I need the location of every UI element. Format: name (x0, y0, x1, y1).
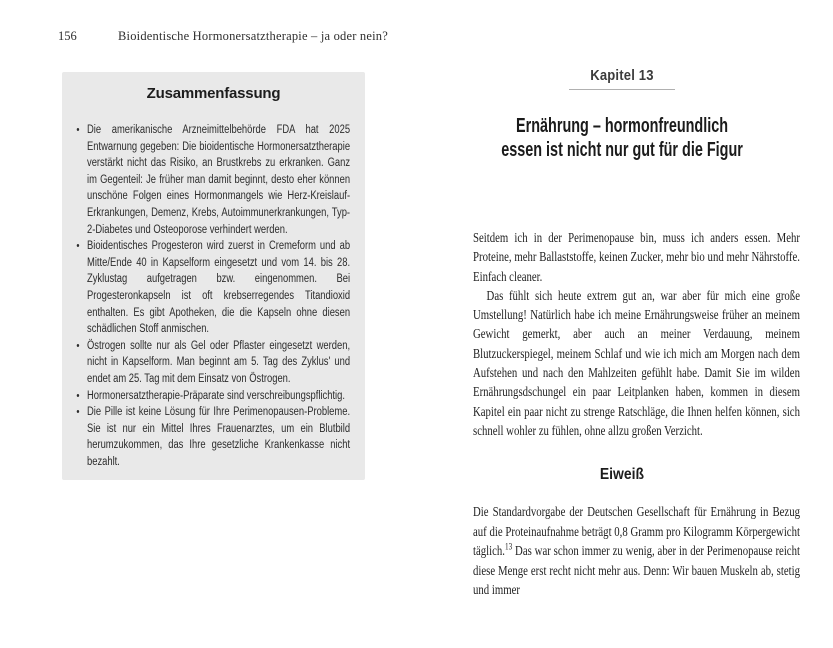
chapter-title-line-1: Ernährung – hormonfreundlich (516, 115, 729, 137)
chapter-intro-text (473, 228, 800, 440)
footnote-reference: 13 (504, 541, 513, 552)
running-head: Bioidentische Hormonersatztherapie – ja oder nein? (118, 29, 388, 43)
paragraph-text-after-footnote: Das war schon immer zu wenig, aber in der Perimenopause reicht diese Menge erst recht nicht mehr aus. Denn: Wir bauen Muskeln ab, stetig und immer (473, 543, 800, 597)
chapter-kicker-rule (569, 89, 675, 90)
summary-bullet: • Die Pille ist keine Lösung für Ihre Perimenopausen-Probleme. Sie ist nur ein Mittel Ihres Frauenarztes, um ein Blutbild herumzukommen, das Ihre gesetzliche Krankenkasse nicht bezahlt. (87, 404, 350, 470)
summary-bullet: • Bioidentisches Progesteron wird zuerst in Cremeform und ab Mitte/Ende 40 in Kapselform eingesetzt und vom 14. bis 28. Zyklustag aufgetragen bzw. eingenommen. Bei Progesteronkapseln ist oft krebserregendes Titandioxid enthalten. Es gibt Apotheken, die die Kapseln ohne diesen schädlichen Stoff anmischen. (87, 238, 350, 338)
paragraph: Das fühlt sich heute extrem gut an, war aber für mich eine große Umstellung! Natürlich habe ich meine Ernährungsweise früher an meinem Gewicht gemerkt, aber auch an meiner Verdauung, meinem Blutzuckerspiegel, meinem Schlaf und wie ich mich am Morgen nach dem Aufstehen und nach den Mahlzeiten gefühlt habe. Damit Sie im wilden Ernährungsdschungel ein paar Leitplanken haben, kommen in diesem Kapitel ein paar nicht zu strenge Ratschläge, die Ihnen helfen können, sich schnell wohler zu fühlen, ohne allzu großen Verzicht. (473, 287, 800, 438)
summary-box (62, 72, 365, 480)
summary-bullet: • Die amerikanische Arzneimittelbehörde FDA hat 2025 Entwarnung gegeben: Die bioidentische Hormonersatztherapie verstärkt nicht das Risiko, an Brustkrebs zu erkranken. Ganz im Gegenteil: Je früher man damit beginnt, desto eher können unschöne Folgen eines Hormonmangels wie Herz-Kreislauf-Erkrankungen, Demenz, Krebs, Autoimmunerkrankungen, Typ-2-Diabetes und Osteoporose verhindert werden. (87, 122, 350, 238)
paragraph-with-footnote (473, 502, 800, 600)
summary-bullet-list (87, 122, 350, 470)
chapter-title-line-2: essen ist nicht nur gut für die Figur (501, 138, 743, 161)
summary-bullet: • Östrogen sollte nur als Gel oder Pflaster eingesetzt werden, nicht in Kapselform. Man beginnt am 5. Tag des Zyklus' und endet am 25. Tag mit dem Einsatz von Östrogen. (87, 338, 350, 388)
section-heading: Eiweiß (599, 466, 645, 483)
paragraph-text-before-footnote: Die Standardvorgabe der Deutschen Gesellschaft für Ernährung in Bezug auf die Proteinaufnahme beträgt 0,8 Gramm pro Kilogramm Körpergewicht täglich. (473, 504, 800, 558)
paragraph: Seitdem ich in der Perimenopause bin, muss ich anders essen. Mehr Proteine, mehr Ballaststoffe, keinen Zucker, mehr bio und mehr Nährstoffe. Einfach cleaner. (473, 230, 800, 284)
summary-bullet: • Hormonersatztherapie-Präparate sind verschreibungspflichtig. (87, 388, 350, 405)
page-number: 156 (58, 29, 77, 43)
chapter-title (473, 115, 771, 162)
summary-box-title: Zusammenfassung (146, 85, 281, 102)
chapter-kicker: Kapitel 13 (590, 68, 654, 84)
section-text (473, 502, 800, 600)
